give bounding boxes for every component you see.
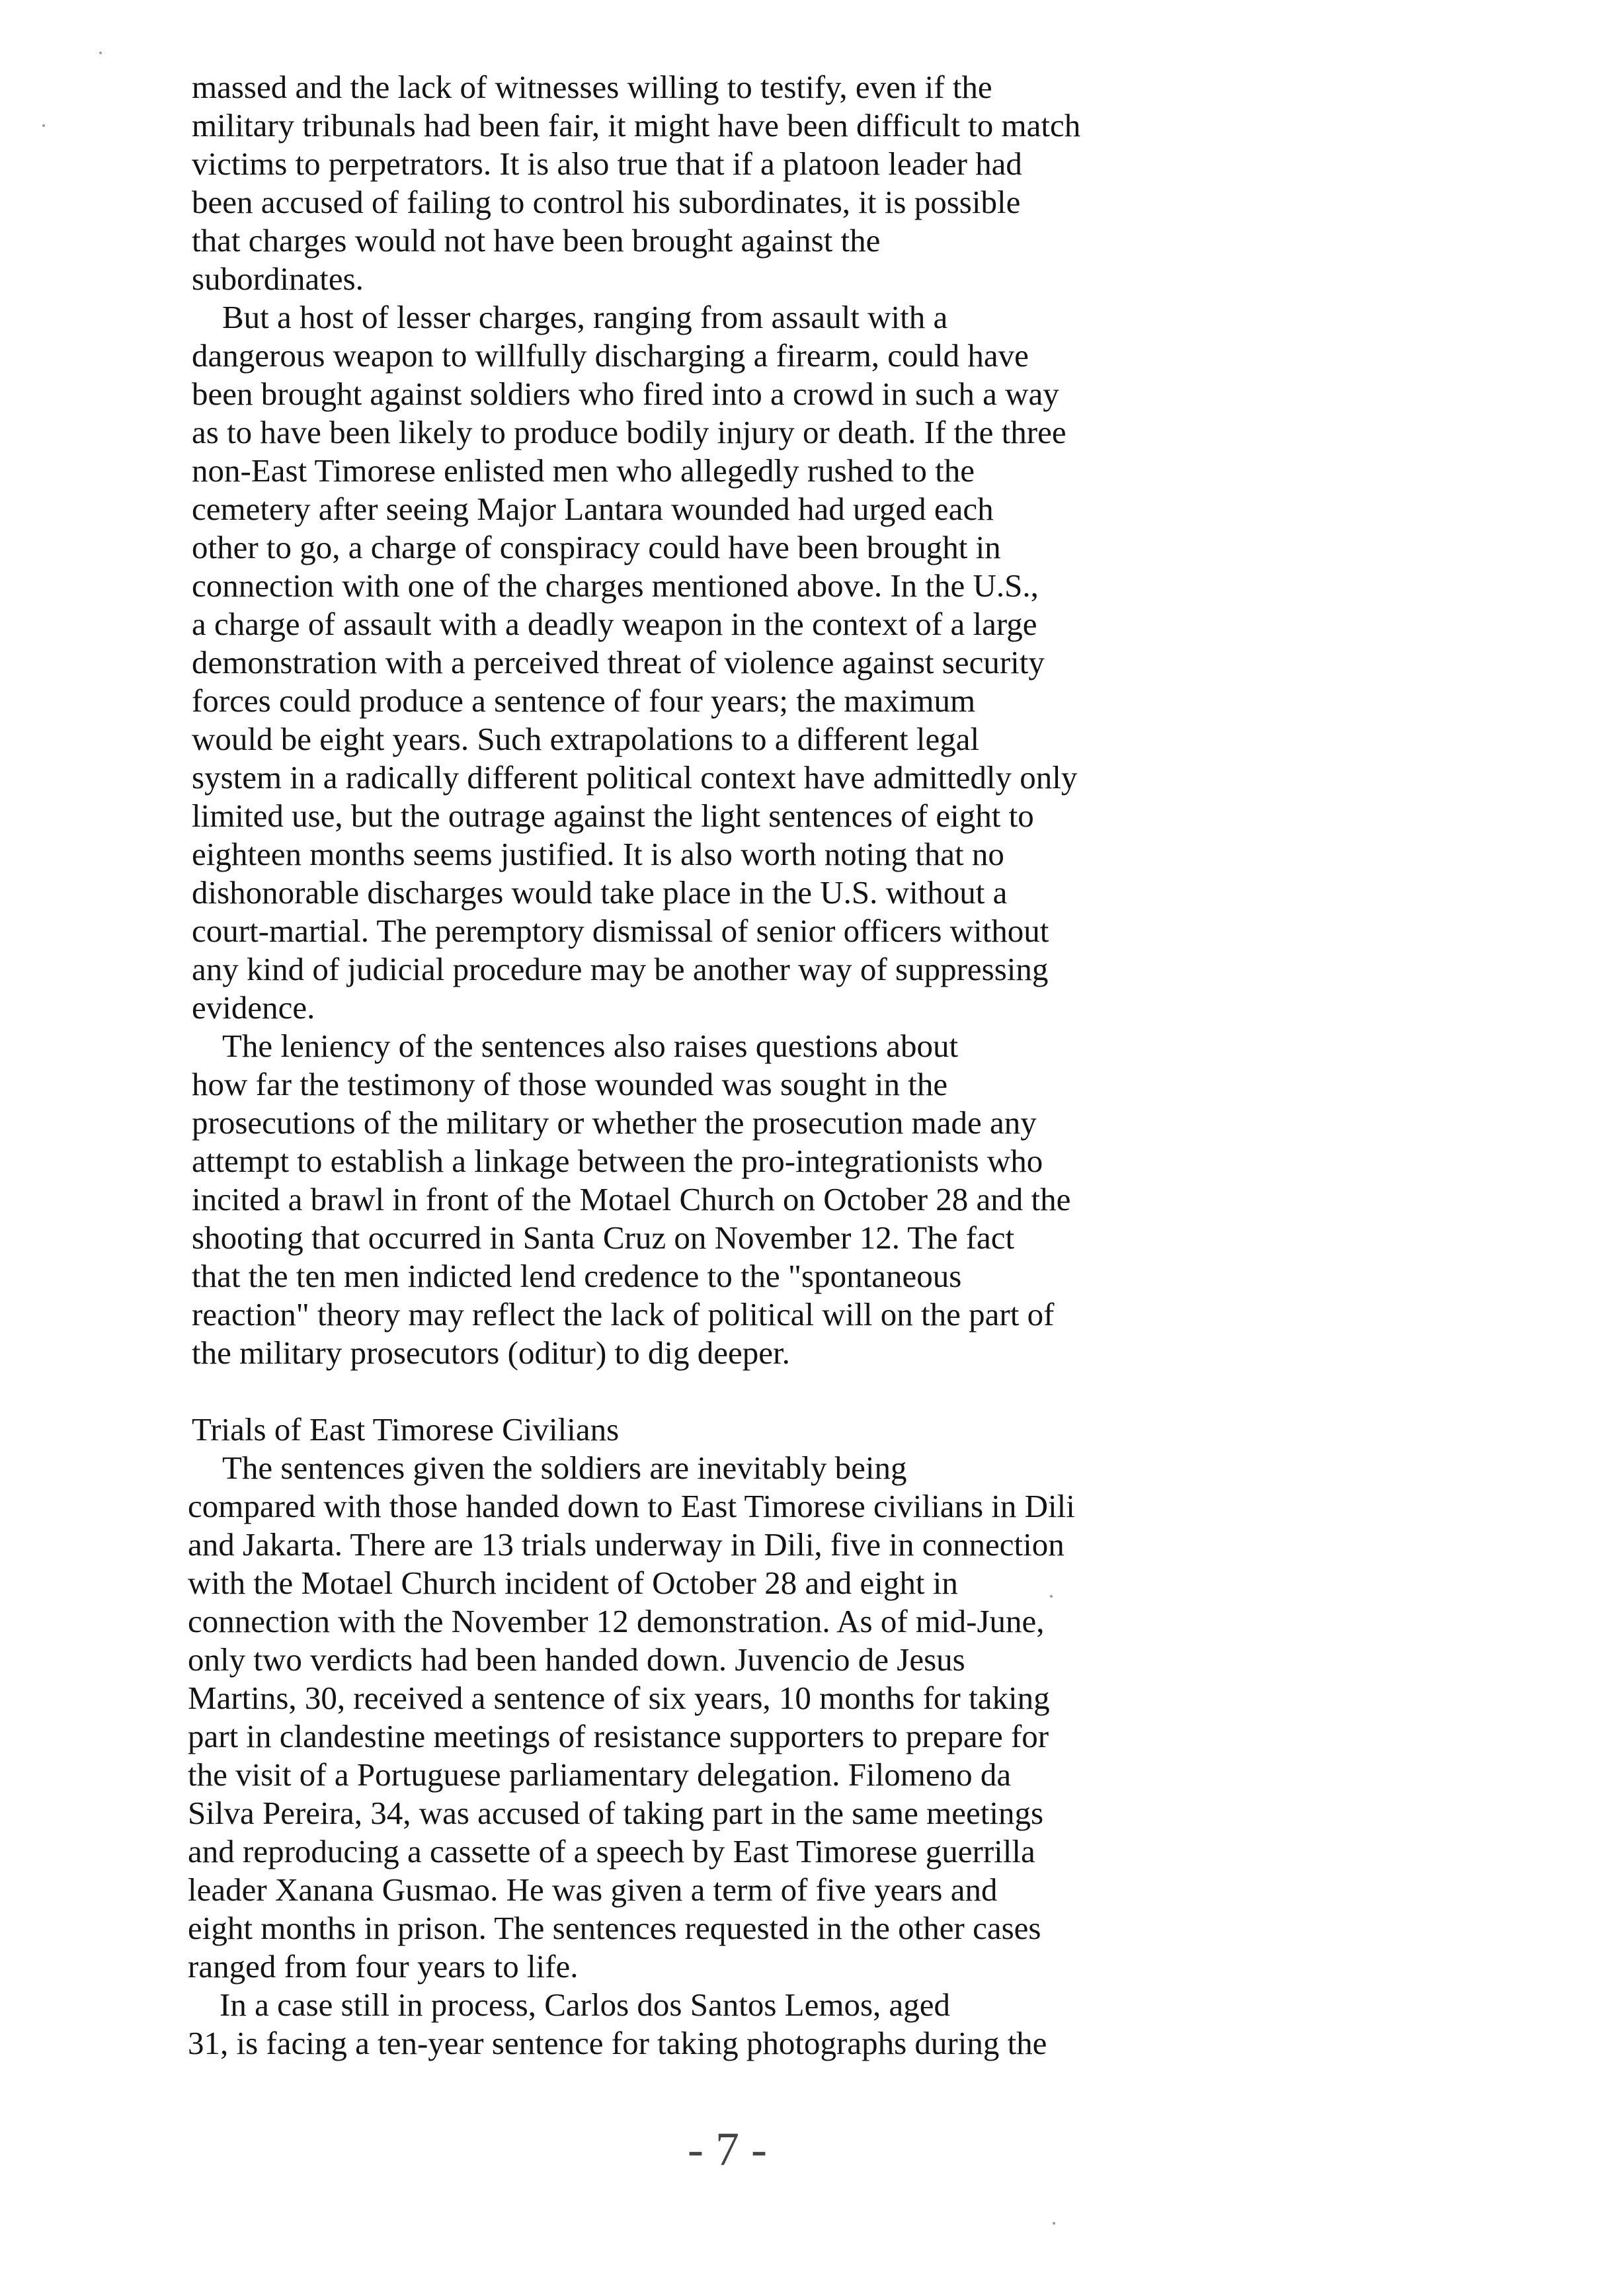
text-line: forces could produce a sentence of four years; the maximum <box>192 682 976 719</box>
text-line: 31, is facing a ten-year sentence for taking photographs during the <box>188 2025 1047 2061</box>
text-line: ranged from four years to life. <box>188 1948 579 1985</box>
text-line: Martins, 30, received a sentence of six years, 10 months for taking <box>188 1680 1050 1716</box>
text-line: limited use, but the outrage against the light sentences of eight to <box>192 798 1034 834</box>
scan-speck <box>42 124 45 127</box>
text-line: been accused of failing to control his subordinates, it is possible <box>192 184 1021 220</box>
scan-speck <box>1050 1595 1053 1598</box>
page-number: - 7 - <box>688 2123 767 2176</box>
text-line: as to have been likely to produce bodily injury or death. If the three <box>192 414 1066 450</box>
text-line: eighteen months seems justified. It is also worth noting that no <box>192 836 1004 872</box>
text-line: The leniency of the sentences also raises questions about <box>222 1028 959 1064</box>
text-line: any kind of judicial procedure may be another way of suppressing <box>192 951 1049 987</box>
text-line: subordinates. <box>192 261 364 297</box>
text-line: the military prosecutors (oditur) to dig deeper. <box>192 1334 790 1371</box>
text-line: compared with those handed down to East Timorese civilians in Dili <box>188 1488 1075 1524</box>
text-line: cemetery after seeing Major Lantara wounded had urged each <box>192 491 994 527</box>
text-line: and Jakarta. There are 13 trials underway in Dili, five in connection <box>188 1526 1065 1563</box>
scan-speck <box>99 52 102 54</box>
text-line: incited a brawl in front of the Motael Church on October 28 and the <box>192 1181 1071 1217</box>
text-line: demonstration with a perceived threat of violence against security <box>192 644 1045 680</box>
text-line: system in a radically different political context have admittedly only <box>192 759 1078 796</box>
section-heading: Trials of East Timorese Civilians <box>192 1411 620 1448</box>
text-line: Silva Pereira, 34, was accused of taking part in the same meetings <box>188 1795 1044 1831</box>
text-line: eight months in prison. The sentences requested in the other cases <box>188 1910 1041 1946</box>
text-line: a charge of assault with a deadly weapon in the context of a large <box>192 606 1037 642</box>
text-line: been brought against soldiers who fired into a crowd in such a way <box>192 376 1059 412</box>
text-line: connection with one of the charges mentioned above. In the U.S., <box>192 567 1039 604</box>
text-line: with the Motael Church incident of October 28 and eight in <box>188 1565 958 1601</box>
text-line: how far the testimony of those wounded was sought in the <box>192 1066 948 1102</box>
text-line: dishonorable discharges would take place in the U.S. without a <box>192 874 1008 911</box>
text-line: other to go, a charge of conspiracy could have been brought in <box>192 529 1001 565</box>
text-line: leader Xanana Gusmao. He was given a term of five years and <box>188 1871 998 1908</box>
text-line: shooting that occurred in Santa Cruz on November 12. The fact <box>192 1219 1015 1256</box>
text-line: evidence. <box>192 989 315 1026</box>
text-line: court-martial. The peremptory dismissal of senior officers without <box>192 913 1049 949</box>
text-line: non-East Timorese enlisted men who allegedly rushed to the <box>192 452 975 489</box>
text-line: that charges would not have been brought against the <box>192 222 881 259</box>
text-line: But a host of lesser charges, ranging from assault with a <box>222 299 948 335</box>
scan-speck <box>1053 2222 1055 2225</box>
text-line: The sentences given the soldiers are inevitably being <box>222 1450 907 1486</box>
text-line: victims to perpetrators. It is also true that if a platoon leader had <box>192 145 1022 182</box>
text-line: that the ten men indicted lend credence to the "spontaneous <box>192 1258 962 1294</box>
text-line: attempt to establish a linkage between the pro-integrationists who <box>192 1143 1043 1179</box>
text-line: connection with the November 12 demonstration. As of mid-June, <box>188 1603 1045 1639</box>
text-line: would be eight years. Such extrapolations to a different legal <box>192 721 980 757</box>
text-line: In a case still in process, Carlos dos Santos Lemos, aged <box>220 1987 951 2023</box>
text-line: massed and the lack of witnesses willing to testify, even if the <box>192 69 992 105</box>
text-line: military tribunals had been fair, it might have been difficult to match <box>192 107 1081 144</box>
text-line: part in clandestine meetings of resistance supporters to prepare for <box>188 1718 1049 1754</box>
text-line: dangerous weapon to willfully discharging a firearm, could have <box>192 337 1029 374</box>
text-line: prosecutions of the military or whether the prosecution made any <box>192 1104 1037 1141</box>
text-line: the visit of a Portuguese parliamentary delegation. Filomeno da <box>188 1756 1012 1793</box>
text-line: and reproducing a cassette of a speech by East Timorese guerrilla <box>188 1833 1035 1869</box>
text-line: reaction" theory may reflect the lack of political will on the part of <box>192 1296 1055 1332</box>
text-line: only two verdicts had been handed down. Juvencio de Jesus <box>188 1641 965 1678</box>
